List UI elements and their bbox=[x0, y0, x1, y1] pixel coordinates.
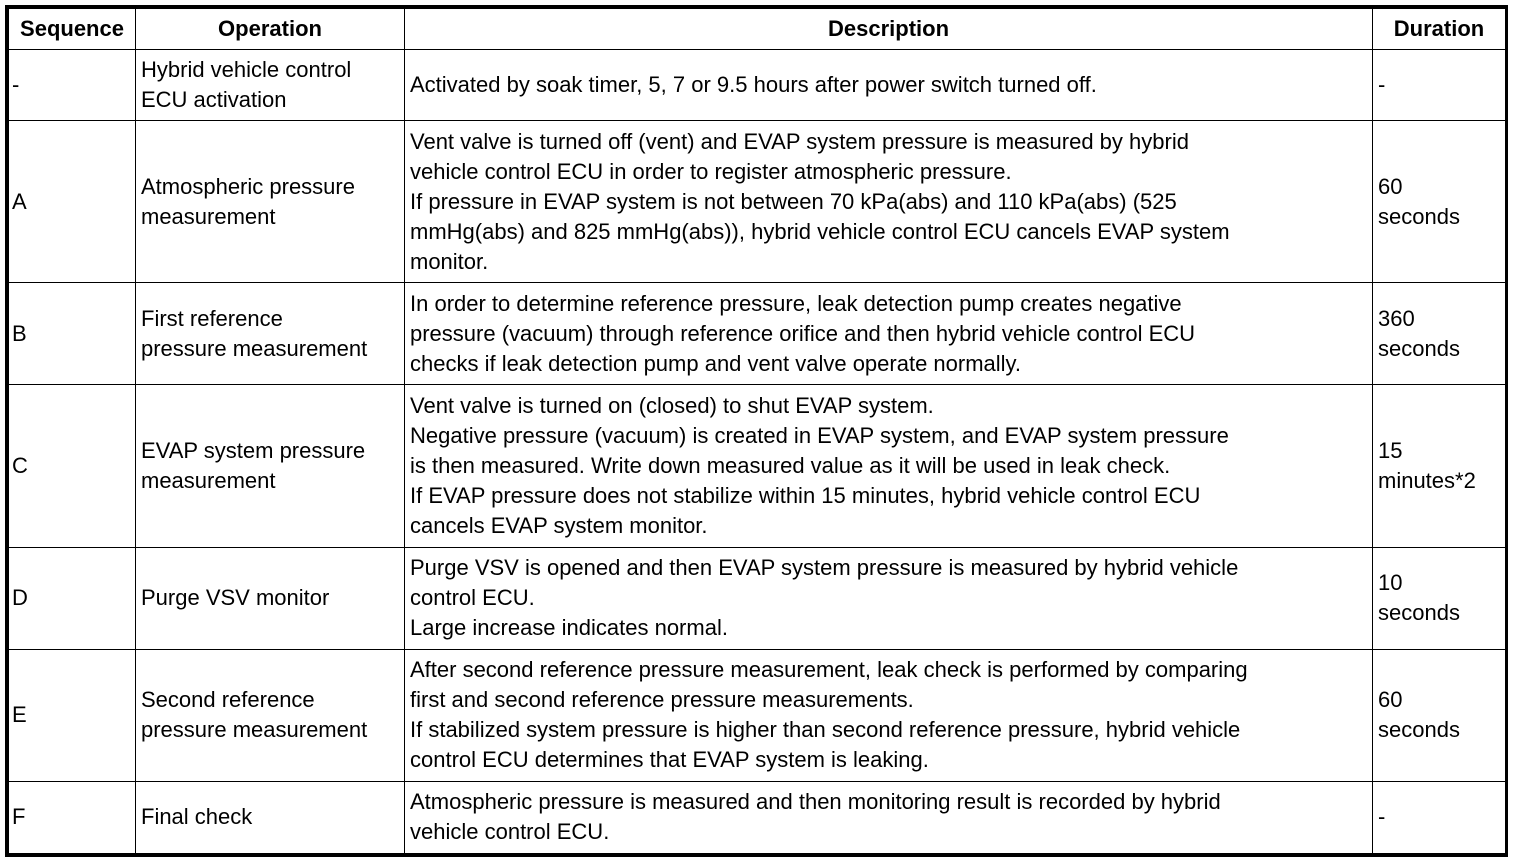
description-line: Atmospheric pressure is measured and then monitoring result is recorded by hybrid bbox=[410, 789, 1221, 815]
description-line: cancels EVAP system monitor. bbox=[410, 512, 708, 538]
operation-cell bbox=[136, 781, 405, 853]
description-line: is then measured. Write down measured value as it will be used in leak check. bbox=[410, 452, 1171, 478]
sequence-cell: - bbox=[9, 50, 136, 121]
description-line: Large increase indicates normal. bbox=[410, 615, 728, 641]
duration-line: 360 bbox=[1378, 305, 1415, 331]
duration-cell bbox=[1373, 781, 1506, 853]
description-cell bbox=[405, 649, 1373, 781]
description-line: first and second reference pressure measurements. bbox=[410, 687, 914, 713]
description-line: If EVAP pressure does not stabilize within 15 minutes, hybrid vehicle control ECU bbox=[410, 482, 1201, 508]
description-line: Activated by soak timer, 5, 7 or 9.5 hours after power switch turned off. bbox=[410, 72, 1097, 98]
duration-cell bbox=[1373, 283, 1506, 385]
operation-line: pressure measurement bbox=[141, 335, 368, 361]
description-cell bbox=[405, 547, 1373, 649]
evap-monitor-table bbox=[8, 8, 1506, 854]
header-sequence: Sequence bbox=[9, 9, 136, 50]
duration-line: minutes*2 bbox=[1378, 467, 1476, 493]
description-line: Negative pressure (vacuum) is created in EVAP system, and EVAP system pressure bbox=[410, 422, 1229, 448]
description-line: If stabilized system pressure is higher than second reference pressure, hybrid vehicle bbox=[410, 717, 1241, 743]
description-line: If pressure in EVAP system is not between 70 kPa(abs) and 110 kPa(abs) (525 bbox=[410, 188, 1177, 214]
description-line: control ECU determines that EVAP system is leaking. bbox=[410, 747, 929, 773]
operation-line: First reference bbox=[141, 305, 283, 331]
sequence-cell: C bbox=[9, 385, 136, 547]
duration-cell bbox=[1373, 547, 1506, 649]
table-row bbox=[9, 50, 1506, 121]
operation-line: measurement bbox=[141, 467, 276, 493]
operation-line: Atmospheric pressure bbox=[141, 173, 355, 199]
duration-cell bbox=[1373, 385, 1506, 547]
duration-cell bbox=[1373, 649, 1506, 781]
sequence-cell: B bbox=[9, 283, 136, 385]
duration-line: 60 bbox=[1378, 173, 1403, 199]
description-cell bbox=[405, 385, 1373, 547]
description-cell bbox=[405, 121, 1373, 283]
description-line: Purge VSV is opened and then EVAP system pressure is measured by hybrid vehicle bbox=[410, 555, 1239, 581]
description-line: pressure (vacuum) through reference orifice and then hybrid vehicle control ECU bbox=[410, 320, 1196, 346]
duration-line: seconds bbox=[1378, 203, 1460, 229]
duration-cell bbox=[1373, 50, 1506, 121]
description-cell bbox=[405, 781, 1373, 853]
operation-cell bbox=[136, 121, 405, 283]
duration-line: - bbox=[1378, 804, 1386, 830]
description-cell bbox=[405, 50, 1373, 121]
table-header-row bbox=[9, 9, 1506, 50]
operation-line: pressure measurement bbox=[141, 717, 368, 743]
description-line: monitor. bbox=[410, 248, 489, 274]
operation-line: Hybrid vehicle control bbox=[141, 57, 352, 83]
table-row bbox=[9, 781, 1506, 853]
operation-line: measurement bbox=[141, 203, 276, 229]
description-line: mmHg(abs) and 825 mmHg(abs)), hybrid vehicle control ECU cancels EVAP system bbox=[410, 218, 1230, 244]
description-line: vehicle control ECU. bbox=[410, 819, 610, 845]
duration-line: seconds bbox=[1378, 600, 1460, 626]
description-line: control ECU. bbox=[410, 585, 535, 611]
table-row bbox=[9, 121, 1506, 283]
operation-line: Purge VSV monitor bbox=[141, 585, 330, 611]
description-line: In order to determine reference pressure, leak detection pump creates negative bbox=[410, 290, 1182, 316]
duration-line: - bbox=[1378, 72, 1386, 98]
operation-cell bbox=[136, 649, 405, 781]
operation-line: EVAP system pressure bbox=[141, 437, 366, 463]
header-operation: Operation bbox=[136, 9, 405, 50]
operation-cell bbox=[136, 547, 405, 649]
description-line: vehicle control ECU in order to register atmospheric pressure. bbox=[410, 158, 1012, 184]
description-line: After second reference pressure measurement, leak check is performed by comparing bbox=[410, 657, 1248, 683]
table-row bbox=[9, 547, 1506, 649]
duration-cell bbox=[1373, 121, 1506, 283]
sequence-cell: E bbox=[9, 649, 136, 781]
header-description: Description bbox=[405, 9, 1373, 50]
sequence-cell: F bbox=[9, 781, 136, 853]
operation-line: Second reference bbox=[141, 687, 315, 713]
operation-cell bbox=[136, 283, 405, 385]
duration-line: 60 bbox=[1378, 687, 1403, 713]
operation-cell bbox=[136, 385, 405, 547]
sequence-cell: D bbox=[9, 547, 136, 649]
duration-line: 15 bbox=[1378, 437, 1403, 463]
table-row bbox=[9, 283, 1506, 385]
header-duration: Duration bbox=[1373, 9, 1506, 50]
table-body bbox=[9, 50, 1506, 854]
description-line: Vent valve is turned on (closed) to shut EVAP system. bbox=[410, 392, 934, 418]
duration-line: 10 bbox=[1378, 570, 1403, 596]
operation-line: ECU activation bbox=[141, 87, 287, 113]
table-row bbox=[9, 649, 1506, 781]
duration-line: seconds bbox=[1378, 335, 1460, 361]
description-line: Vent valve is turned off (vent) and EVAP system pressure is measured by hybrid bbox=[410, 128, 1189, 154]
description-cell bbox=[405, 283, 1373, 385]
duration-line: seconds bbox=[1378, 717, 1460, 743]
operation-cell bbox=[136, 50, 405, 121]
operation-line: Final check bbox=[141, 804, 253, 830]
description-line: checks if leak detection pump and vent valve operate normally. bbox=[410, 350, 1022, 376]
evap-monitor-table-frame bbox=[5, 5, 1508, 857]
table-row bbox=[9, 385, 1506, 547]
sequence-cell: A bbox=[9, 121, 136, 283]
